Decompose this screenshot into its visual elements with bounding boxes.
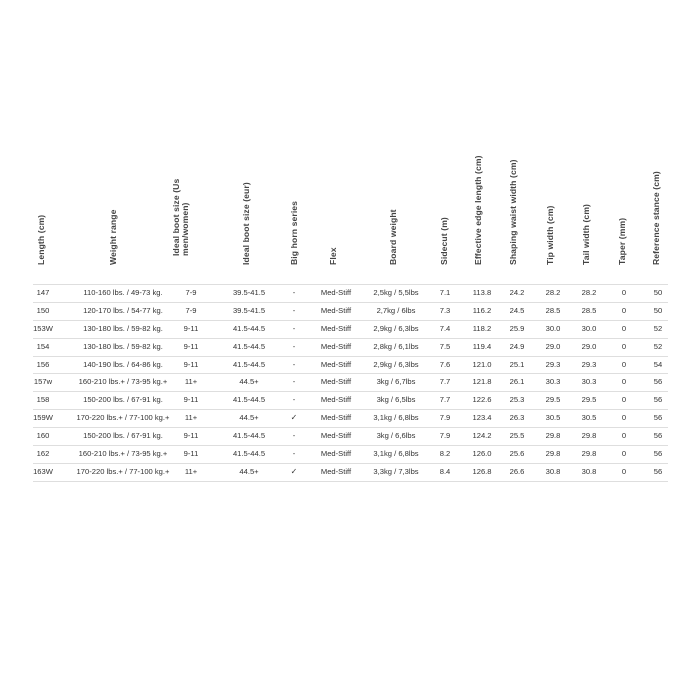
cell-flex: Med-Stiff: [320, 288, 352, 297]
cell-edge: 122.6: [472, 395, 492, 405]
column-header-label: Sidecut (m): [439, 217, 449, 265]
cell-boot-us: 11+: [184, 413, 198, 423]
cell-boot-us: 9-11: [183, 323, 199, 333]
cell-tail: 29.5: [581, 395, 597, 405]
cell-board-weight: 3kg / 6,5lbs: [376, 395, 416, 405]
cell-length: 154: [36, 341, 50, 351]
cell-boot-eur: 44.5+: [239, 377, 259, 387]
cell-boot-us: 7-9: [185, 288, 197, 297]
cell-weight: 160-210 lbs.+ / 73-95 kg.+: [78, 449, 168, 459]
cell-waist: 24.5: [509, 305, 525, 315]
table-row: [33, 321, 668, 339]
cell-length: 147: [36, 288, 50, 297]
cell-flex: Med-Stiff: [320, 323, 352, 333]
table-row: [33, 374, 668, 392]
column-header-label: Ideal boot size (eur): [241, 182, 251, 265]
cell-bighorn: -: [292, 431, 296, 441]
column-header-label: Big horn series: [289, 200, 299, 265]
cell-bighorn: ✓: [290, 466, 298, 476]
column-header-label: Shaping waist width (cm): [508, 159, 518, 265]
cell-weight: 130-180 lbs. / 59-82 kg.: [83, 323, 163, 333]
cell-board-weight: 2,7kg / 6lbs: [376, 305, 416, 315]
cell-flex: Med-Stiff: [320, 413, 352, 423]
cell-length: 159W: [33, 413, 53, 423]
cell-boot-eur: 41.5-44.5: [232, 341, 266, 351]
cell-tip: 29.3: [545, 359, 561, 369]
cell-taper: 0: [621, 359, 627, 369]
column-header-label: Flex: [328, 247, 338, 265]
cell-tail: 30.8: [581, 466, 597, 476]
cell-flex: Med-Stiff: [320, 449, 352, 459]
cell-flex: Med-Stiff: [320, 359, 352, 369]
cell-taper: 0: [621, 288, 627, 297]
column-header-label: Taper (mm): [617, 217, 627, 265]
cell-length: 163W: [33, 466, 53, 476]
column-header-label: Length (cm): [36, 214, 46, 265]
cell-boot-us: 7-9: [185, 305, 197, 315]
cell-tip: 28.2: [545, 288, 561, 297]
cell-weight: 120-170 lbs. / 54-77 kg.: [83, 305, 163, 315]
cell-board-weight: 3kg / 6,7lbs: [376, 377, 416, 387]
cell-stance: 52: [653, 341, 663, 351]
cell-flex: Med-Stiff: [320, 466, 352, 476]
cell-flex: Med-Stiff: [320, 431, 352, 441]
cell-tip: 28.5: [545, 305, 561, 315]
cell-sidecut: 7.7: [439, 377, 451, 387]
cell-board-weight: 3,3kg / 7,3lbs: [373, 466, 419, 476]
cell-boot-us: 9-11: [183, 359, 199, 369]
cell-bighorn: ✓: [290, 413, 298, 423]
cell-taper: 0: [621, 341, 627, 351]
cell-weight: 150-200 lbs. / 67-91 kg.: [83, 395, 163, 405]
cell-edge: 121.0: [472, 359, 492, 369]
cell-boot-eur: 41.5-44.5: [232, 431, 266, 441]
cell-tip: 30.0: [545, 323, 561, 333]
cell-boot-us: 9-11: [183, 431, 199, 441]
cell-tip: 30.8: [545, 466, 561, 476]
cell-boot-us: 9-11: [183, 341, 199, 351]
column-header-stance: [652, 150, 666, 274]
cell-edge: 126.8: [472, 466, 492, 476]
cell-edge: 119.4: [472, 341, 492, 351]
cell-board-weight: 2,9kg / 6,3lbs: [373, 323, 419, 333]
cell-length: 160: [36, 431, 50, 441]
cell-board-weight: 3,1kg / 6,8lbs: [373, 449, 419, 459]
column-header-length: [37, 150, 51, 274]
cell-board-weight: 2,5kg / 5,5lbs: [373, 288, 419, 297]
cell-sidecut: 7.5: [439, 341, 451, 351]
cell-boot-us: 9-11: [183, 449, 199, 459]
cell-edge: 123.4: [472, 413, 492, 423]
cell-tip: 30.3: [545, 377, 561, 387]
column-header-bighorn: [290, 150, 304, 274]
column-header-flex: [329, 150, 343, 274]
cell-stance: 56: [653, 395, 663, 405]
cell-length: 162: [36, 449, 50, 459]
cell-tail: 30.0: [581, 323, 597, 333]
cell-taper: 0: [621, 413, 627, 423]
cell-tail: 28.5: [581, 305, 597, 315]
cell-stance: 56: [653, 413, 663, 423]
cell-waist: 25.1: [509, 359, 525, 369]
cell-tip: 29.8: [545, 449, 561, 459]
spec-table: [33, 150, 668, 482]
cell-stance: 56: [653, 377, 663, 387]
cell-bighorn: -: [292, 449, 296, 459]
column-header-sidecut: [440, 150, 454, 274]
cell-boot-eur: 39.5-41.5: [232, 288, 266, 297]
cell-weight: 140-190 lbs. / 64-86 kg.: [83, 359, 163, 369]
column-header-waist: [509, 150, 523, 274]
cell-board-weight: 3,1kg / 6,8lbs: [373, 413, 419, 423]
cell-waist: 24.2: [509, 288, 525, 297]
column-header-label: Ideal boot size (Us men/women): [171, 178, 190, 256]
cell-flex: Med-Stiff: [320, 377, 352, 387]
cell-boot-eur: 41.5-44.5: [232, 359, 266, 369]
table-row: [33, 357, 668, 375]
cell-flex: Med-Stiff: [320, 305, 352, 315]
cell-sidecut: 7.9: [439, 431, 451, 441]
cell-tip: 30.5: [545, 413, 561, 423]
cell-tip: 29.0: [545, 341, 561, 351]
cell-bighorn: -: [292, 395, 296, 405]
cell-tail: 28.2: [581, 288, 597, 297]
cell-sidecut: 7.7: [439, 395, 451, 405]
cell-waist: 25.3: [509, 395, 525, 405]
cell-sidecut: 8.2: [439, 449, 451, 459]
cell-bighorn: -: [292, 323, 296, 333]
cell-boot-eur: 44.5+: [239, 413, 259, 423]
cell-sidecut: 7.3: [439, 305, 451, 315]
cell-stance: 50: [653, 305, 663, 315]
cell-edge: 118.2: [472, 323, 492, 333]
cell-sidecut: 8.4: [439, 466, 451, 476]
cell-bighorn: -: [292, 288, 296, 297]
cell-stance: 56: [653, 466, 663, 476]
cell-taper: 0: [621, 377, 627, 387]
cell-board-weight: 2,8kg / 6,1lbs: [373, 341, 419, 351]
column-header-boot-us: [171, 150, 190, 274]
cell-waist: 25.6: [509, 449, 525, 459]
cell-boot-us: 11+: [184, 377, 198, 387]
column-header-label: Board weight: [388, 209, 398, 265]
table-row: [33, 392, 668, 410]
cell-taper: 0: [621, 323, 627, 333]
cell-stance: 50: [653, 288, 663, 297]
cell-stance: 52: [653, 323, 663, 333]
cell-taper: 0: [621, 395, 627, 405]
cell-waist: 26.1: [509, 377, 525, 387]
table-body: [33, 284, 668, 482]
column-header-label: Tip width (cm): [545, 205, 555, 265]
cell-taper: 0: [621, 305, 627, 315]
cell-board-weight: 3kg / 6,6lbs: [376, 431, 416, 441]
column-header-label: Reference stance (cm): [651, 171, 661, 265]
cell-tip: 29.5: [545, 395, 561, 405]
cell-sidecut: 7.9: [439, 413, 451, 423]
column-header-label: Effective edge length (cm): [473, 155, 483, 265]
header-row: [33, 150, 668, 274]
cell-tail: 29.3: [581, 359, 597, 369]
cell-boot-eur: 39.5-41.5: [232, 305, 266, 315]
cell-weight: 170-220 lbs.+ / 77-100 kg.+: [76, 466, 170, 476]
cell-bighorn: -: [292, 377, 296, 387]
cell-taper: 0: [621, 431, 627, 441]
cell-tail: 30.3: [581, 377, 597, 387]
table-row: [33, 303, 668, 321]
cell-waist: 26.3: [509, 413, 525, 423]
table-row: [33, 464, 668, 482]
column-header-label: Tail width (cm): [581, 203, 591, 265]
cell-boot-eur: 41.5-44.5: [232, 395, 266, 405]
cell-boot-eur: 41.5-44.5: [232, 449, 266, 459]
cell-sidecut: 7.6: [439, 359, 451, 369]
cell-weight: 170-220 lbs.+ / 77-100 kg.+: [76, 413, 170, 423]
column-header-taper: [618, 150, 632, 274]
cell-edge: 124.2: [472, 431, 492, 441]
cell-bighorn: -: [292, 359, 296, 369]
cell-bighorn: -: [292, 341, 296, 351]
column-header-board-weight: [389, 150, 403, 274]
cell-tip: 29.8: [545, 431, 561, 441]
cell-flex: Med-Stiff: [320, 341, 352, 351]
table-row: [33, 446, 668, 464]
cell-flex: Med-Stiff: [320, 395, 352, 405]
cell-sidecut: 7.4: [439, 323, 451, 333]
cell-bighorn: -: [292, 305, 296, 315]
cell-taper: 0: [621, 466, 627, 476]
column-header-tip: [546, 150, 560, 274]
cell-weight: 130-180 lbs. / 59-82 kg.: [83, 341, 163, 351]
cell-length: 158: [36, 395, 50, 405]
cell-edge: 121.8: [472, 377, 492, 387]
cell-weight: 160-210 lbs.+ / 73-95 kg.+: [78, 377, 168, 387]
cell-boot-eur: 44.5+: [239, 466, 259, 476]
cell-length: 157w: [33, 377, 53, 387]
cell-tail: 29.0: [581, 341, 597, 351]
cell-length: 150: [36, 305, 50, 315]
table-row: [33, 284, 668, 303]
column-header-edge: [474, 150, 488, 274]
cell-edge: 116.2: [472, 305, 492, 315]
cell-taper: 0: [621, 449, 627, 459]
cell-tail: 29.8: [581, 431, 597, 441]
cell-tail: 29.8: [581, 449, 597, 459]
cell-length: 156: [36, 359, 50, 369]
cell-length: 153W: [33, 323, 53, 333]
cell-boot-us: 11+: [184, 466, 198, 476]
cell-waist: 25.9: [509, 323, 525, 333]
cell-weight: 150-200 lbs. / 67-91 kg.: [83, 431, 163, 441]
table-row: [33, 339, 668, 357]
cell-weight: 110-160 lbs. / 49-73 kg.: [83, 288, 163, 297]
cell-stance: 56: [653, 449, 663, 459]
cell-waist: 24.9: [509, 341, 525, 351]
column-header-tail: [582, 150, 596, 274]
column-header-label: Weight range: [108, 209, 118, 265]
cell-boot-us: 9-11: [183, 395, 199, 405]
cell-boot-eur: 41.5-44.5: [232, 323, 266, 333]
column-header-boot-eur: [242, 150, 256, 274]
cell-stance: 56: [653, 431, 663, 441]
cell-sidecut: 7.1: [439, 288, 451, 297]
cell-tail: 30.5: [581, 413, 597, 423]
column-header-weight: [109, 150, 123, 274]
cell-edge: 113.8: [472, 288, 492, 297]
table-row: [33, 410, 668, 428]
cell-stance: 54: [653, 359, 663, 369]
cell-edge: 126.0: [472, 449, 492, 459]
cell-board-weight: 2,9kg / 6,3lbs: [373, 359, 419, 369]
cell-waist: 26.6: [509, 466, 525, 476]
cell-waist: 25.5: [509, 431, 525, 441]
table-row: [33, 428, 668, 446]
